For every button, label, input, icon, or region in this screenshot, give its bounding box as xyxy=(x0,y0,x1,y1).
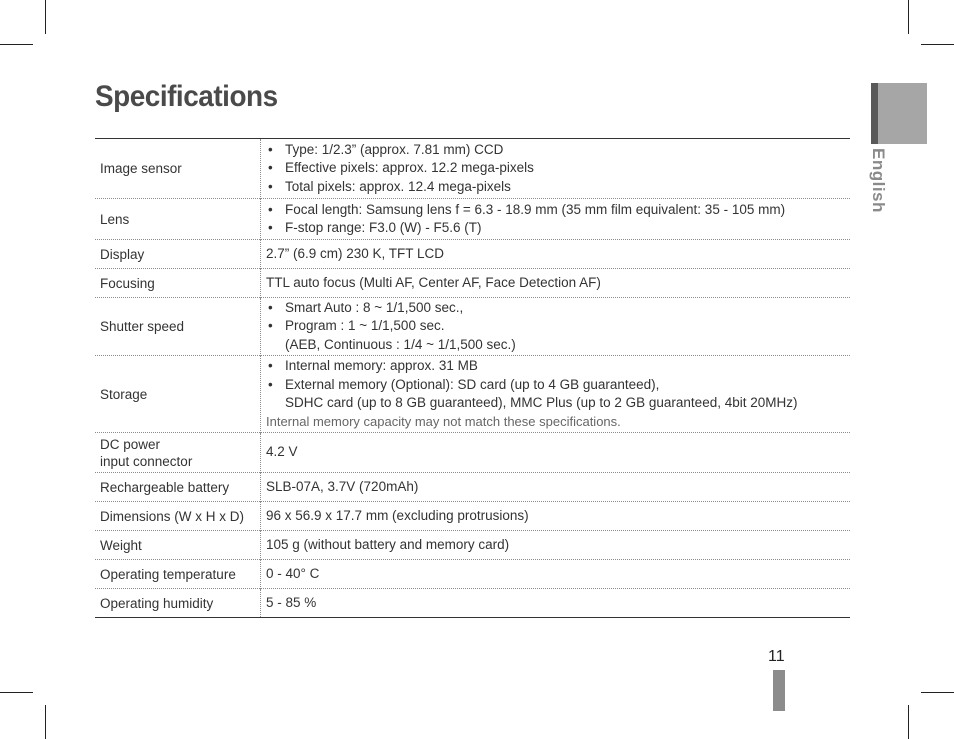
spec-label-text: Storage xyxy=(100,386,148,402)
crop-mark xyxy=(921,44,954,45)
specifications-table xyxy=(95,138,850,618)
spec-bullet-item xyxy=(266,376,850,413)
spec-value-text: 96 x 56.9 x 17.7 mm (excluding protrusions) xyxy=(266,507,529,523)
spec-row xyxy=(95,139,850,199)
spec-row xyxy=(95,473,850,502)
crop-mark xyxy=(908,0,909,34)
spec-bullet-item xyxy=(266,357,850,376)
spec-bullet-text: Internal memory: approx. 31 MB xyxy=(285,358,478,373)
crop-mark xyxy=(921,692,954,693)
spec-label xyxy=(95,531,261,560)
spec-row xyxy=(95,433,850,473)
spec-bullet-text: Effective pixels: approx. 12.2 mega-pixels xyxy=(285,160,534,176)
spec-label-text: Lens xyxy=(100,211,130,227)
spec-bullet-item xyxy=(266,219,850,238)
crop-mark xyxy=(0,44,33,45)
language-tab-block xyxy=(871,83,927,144)
spec-value xyxy=(261,298,851,356)
spec-value xyxy=(261,240,851,269)
spec-label-text: DC power xyxy=(100,436,161,452)
spec-bullet-text: External memory (Optional): SD card (up to 4 GB guaranteed), xyxy=(285,376,660,392)
crop-mark xyxy=(0,692,33,693)
spec-value xyxy=(261,356,851,433)
spec-bullet-list xyxy=(266,299,850,355)
spec-value xyxy=(261,433,851,473)
spec-row xyxy=(95,199,850,240)
crop-mark xyxy=(908,705,909,739)
spec-label-text: Weight xyxy=(100,537,142,553)
spec-label xyxy=(95,589,261,618)
spec-bullet-continuation: SDHC card (up to 8 GB guaranteed), MMC Plus (up to 2 GB guaranteed, 4bit 20MHz) xyxy=(285,395,798,410)
spec-value xyxy=(261,560,851,589)
spec-value-text: 5 - 85 % xyxy=(266,594,317,610)
spec-label xyxy=(95,139,261,199)
spec-bullet-text: F-stop range: F3.0 (W) - F5.6 (T) xyxy=(285,220,482,235)
spec-value-text: TTL auto focus (Multi AF, Center AF, Face Detection AF) xyxy=(266,274,601,290)
spec-label-text: Operating humidity xyxy=(100,595,214,611)
page-number: 11 xyxy=(768,648,785,665)
spec-bullet-text: Type: 1/2.3” (approx. 7.81 mm) CCD xyxy=(285,141,504,157)
spec-label xyxy=(95,560,261,589)
page-number-bar xyxy=(773,670,785,711)
spec-bullet-item xyxy=(266,141,850,160)
crop-mark xyxy=(45,0,46,34)
spec-value xyxy=(261,269,851,298)
spec-bullet-text: Program : 1 ~ 1/1,500 sec. xyxy=(285,318,445,334)
spec-bullet-item xyxy=(266,178,850,197)
spec-value-text: 105 g (without battery and memory card) xyxy=(266,536,510,552)
spec-row xyxy=(95,589,850,618)
spec-value xyxy=(261,139,851,199)
spec-row xyxy=(95,269,850,298)
spec-row xyxy=(95,240,850,269)
spec-value xyxy=(261,531,851,560)
spec-bullet-item xyxy=(266,201,850,220)
spec-bullet-item xyxy=(266,317,850,354)
spec-bullet-list xyxy=(266,201,850,238)
spec-label-text: Operating temperature xyxy=(100,566,236,582)
spec-label-text: Focusing xyxy=(100,275,155,291)
spec-bullet-text: Focal length: Samsung lens f = 6.3 - 18.9 mm (35 mm film equivalent: 35 - 105 mm) xyxy=(285,201,786,217)
spec-label-text-line2: input connector xyxy=(100,453,193,469)
spec-bullet-item xyxy=(266,299,850,318)
spec-label-text: Dimensions (W x H x D) xyxy=(100,508,245,524)
spec-label-text: Display xyxy=(100,246,145,262)
spec-note: Internal memory capacity may not match these specifications. xyxy=(266,413,621,429)
spec-row xyxy=(95,502,850,531)
spec-value-text: 4.2 V xyxy=(266,444,298,460)
spec-row xyxy=(95,560,850,589)
page-title: Specifications xyxy=(95,80,278,113)
spec-label xyxy=(95,433,261,473)
spec-row xyxy=(95,531,850,560)
spec-label xyxy=(95,356,261,433)
spec-label xyxy=(95,199,261,240)
spec-label xyxy=(95,502,261,531)
spec-value xyxy=(261,502,851,531)
spec-value-text: 2.7” (6.9 cm) 230 K, TFT LCD xyxy=(266,245,445,261)
spec-bullet-list xyxy=(266,141,850,197)
spec-bullet-list xyxy=(266,357,850,413)
spec-value xyxy=(261,473,851,502)
spec-label xyxy=(95,269,261,298)
spec-label xyxy=(95,298,261,356)
spec-value xyxy=(261,199,851,240)
language-tab-label: English xyxy=(869,148,888,213)
spec-bullet-continuation: (AEB, Continuous : 1/4 ~ 1/1,500 sec.) xyxy=(285,336,516,352)
crop-mark xyxy=(45,705,46,739)
spec-label-text: Shutter speed xyxy=(100,319,185,334)
spec-label-text: Rechargeable battery xyxy=(100,479,230,495)
spec-value-text: 0 - 40° C xyxy=(266,565,320,581)
spec-bullet-item xyxy=(266,159,850,178)
spec-row xyxy=(95,298,850,356)
spec-row xyxy=(95,356,850,433)
spec-bullet-text: Smart Auto : 8 ~ 1/1,500 sec., xyxy=(285,299,464,315)
spec-label-text: Image sensor xyxy=(100,161,182,176)
spec-value xyxy=(261,589,851,618)
spec-label xyxy=(95,473,261,502)
spec-bullet-text: Total pixels: approx. 12.4 mega-pixels xyxy=(285,178,511,194)
language-tab-edge xyxy=(871,83,878,144)
spec-label xyxy=(95,240,261,269)
spec-value-text: SLB-07A, 3.7V (720mAh) xyxy=(266,478,419,494)
